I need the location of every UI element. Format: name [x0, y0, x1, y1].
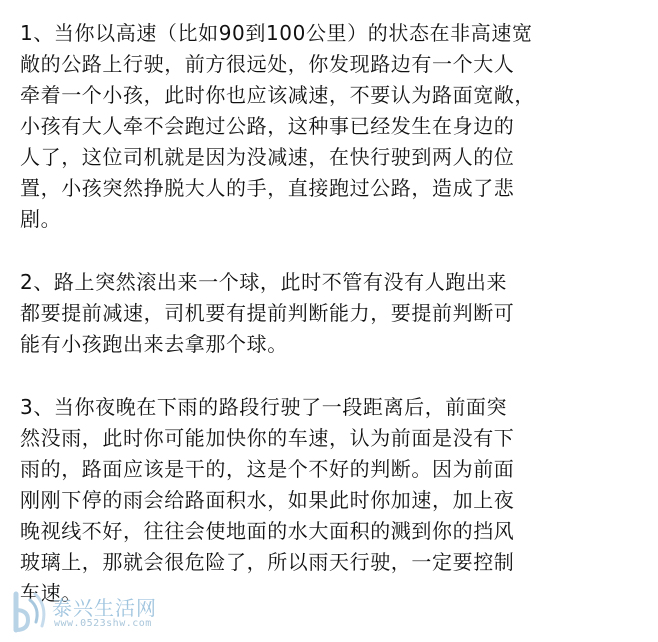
watermark-site-name: 泰兴生活网	[52, 596, 157, 620]
paragraph-3: 3、当你夜晚在下雨的路段行驶了一段距离后，前面突 然没雨，此时你可能加快你的车速，认为前面是没有下 雨的，路面应该是干的，这是个不好的判断。因为前面 刚刚下停的雨会给路面积水，如果此时你加速，加上夜 晚视线不好，往往会使地面的水大面积的溅到你的挡风 玻璃上，那就会很危险了，所以雨天行驶，一定要控制 车速。	[20, 395, 515, 605]
signal-logo-icon	[8, 586, 48, 636]
site-watermark	[8, 586, 218, 636]
paragraph-1: 1、当你以高速（比如90到100公里）的状态在非高速宽 敞的公路上行驶，前方很远处，你发现路边有一个大人 牵着一个小孩，此时你也应该减速，不要认为路面宽敞， 小孩有大人牵不会跑过公路，这种事已经发生在身边的 人了，这位司机就是因为没减速，在快行驶到两人的位 置，小孩突然挣脱大人的手，直接跑过公路，造成了悲 剧。	[20, 21, 535, 231]
document-body	[20, 18, 642, 641]
paragraph-2: 2、路上突然滚出来一个球，此时不管有没有人跑出来 都要提前减速，司机要有提前判断能力，要提前判断可 能有小孩跑出来去拿那个球。	[20, 270, 515, 356]
watermark-url: www.0523shw.com	[54, 618, 152, 629]
